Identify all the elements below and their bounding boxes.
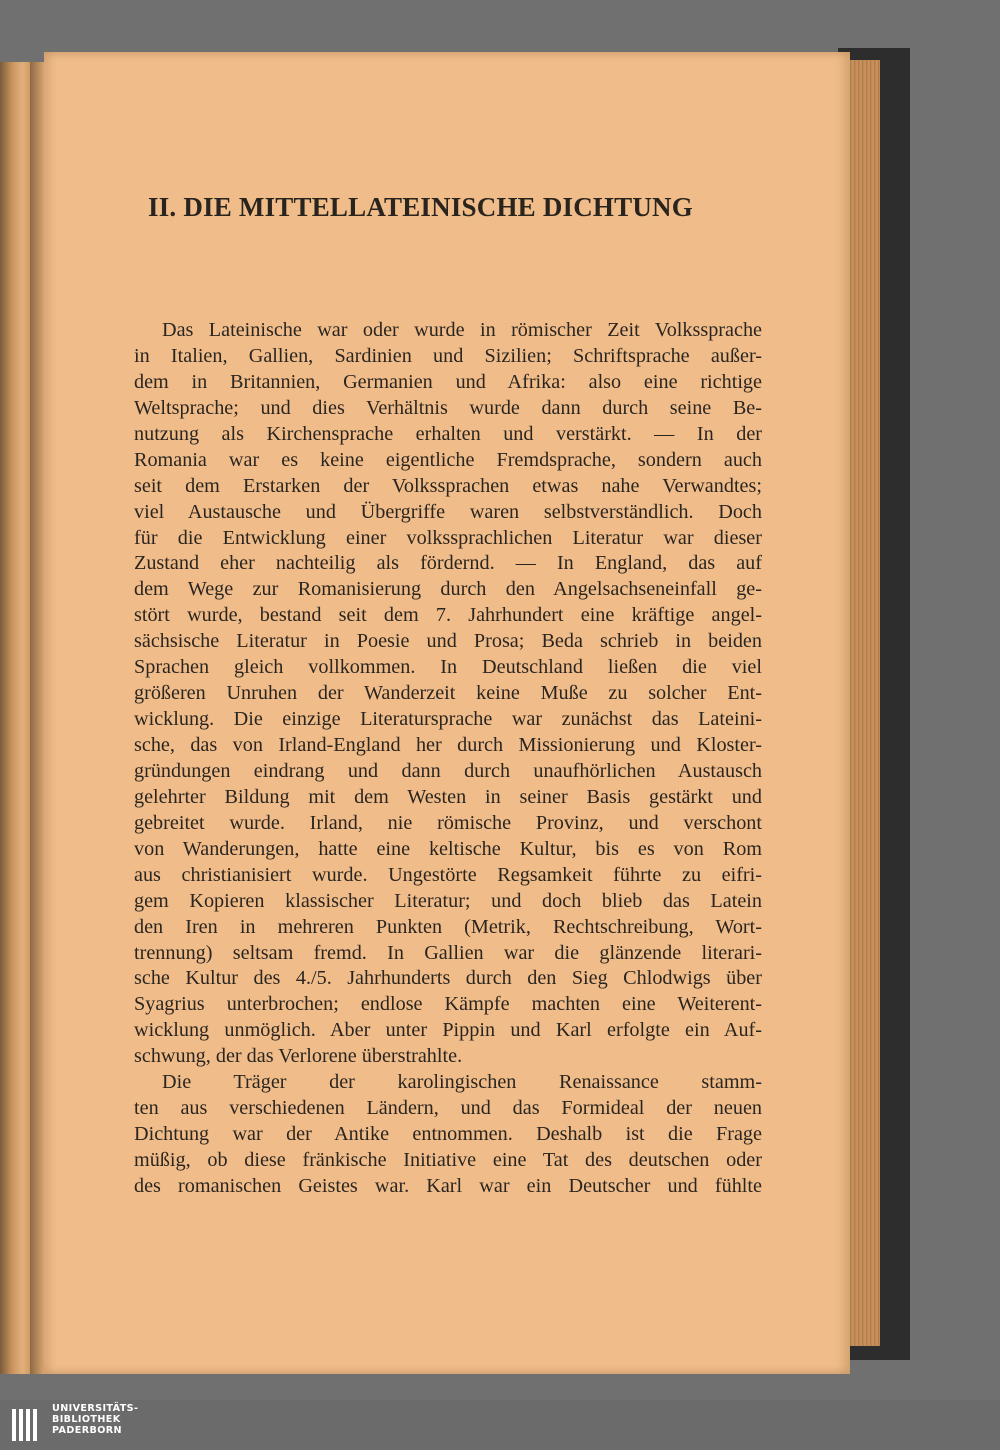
text-line: Syagrius unterbrochen; endlose Kämpfe machten eine Weiterent- — [134, 993, 762, 1016]
text-line: gelehrter Bildung mit dem Westen in seiner Basis gestärkt und — [134, 785, 762, 808]
text-line: dem Wege zur Romanisierung durch den Angelsachseneinfall ge- — [134, 578, 762, 601]
text-line: größeren Unruhen der Wanderzeit keine Muße zu solcher Ent- — [134, 682, 762, 705]
text-line: dem in Britannien, Germanien und Afrika: also eine richtige — [134, 370, 762, 393]
text-line: gem Kopieren klassischer Literatur; und doch blieb das Latein — [134, 889, 762, 912]
text-line: sche, das von Irland-England her durch Missionierung und Kloster- — [134, 734, 762, 756]
text-line: viel Austausche und Übergriffe waren selbstverständlich. Doch — [134, 500, 762, 523]
body-text — [134, 318, 762, 1200]
text-line: von Wanderungen, hatte eine keltische Kultur, bis es von Rom — [134, 837, 762, 860]
chapter-title: II. DIE MITTELLATEINISCHE DICHTUNG — [148, 192, 693, 222]
text-line: Das Lateinische war oder wurde in römischer Zeit Volkssprache — [162, 319, 762, 341]
text-line: nutzung als Kirchensprache erhalten und verstärkt. — In der — [134, 422, 762, 445]
text-line: Die Träger der karolingischen Renaissance stamm- — [162, 1071, 762, 1094]
library-logo-line: BIBLIOTHEK — [52, 1414, 121, 1425]
text-line: Romania war es keine eigentliche Fremdsprache, sondern auch — [134, 448, 762, 471]
footer-bar — [0, 1400, 1000, 1450]
library-logo-line: UNIVERSITÄTS- — [52, 1403, 139, 1414]
library-logo-line: PADERBORN — [52, 1425, 122, 1436]
text-line: trennung) seltsam fremd. In Gallien war die glänzende literari- — [134, 941, 762, 964]
text-line: in Italien, Gallien, Sardinien und Sizilien; Schriftsprache außer- — [134, 344, 762, 367]
text-line: gründungen eindrang und dann durch unaufhörlichen Austausch — [134, 759, 762, 782]
text-line: wicklung. Die einzige Literatursprache war zunächst das Lateini- — [134, 708, 762, 731]
text-line: gebreitet wurde. Irland, nie römische Provinz, und verschont — [134, 811, 762, 834]
text-line: Dichtung war der Antike entnommen. Deshalb ist die Frage — [134, 1123, 762, 1146]
text-line: ten aus verschiedenen Ländern, und das Formideal der neuen — [134, 1097, 762, 1120]
text-line: aus christianisiert wurde. Ungestörte Regsamkeit führte zu eifri- — [134, 863, 762, 886]
text-line: schwung, der das Verlorene überstrahlte. — [134, 1045, 463, 1068]
text-line: seit dem Erstarken der Volkssprachen etwas nahe Verwandtes; — [134, 474, 762, 497]
text-line: den Iren in mehreren Punkten (Metrik, Rechtschreibung, Wort- — [134, 915, 762, 938]
text-line: des romanischen Geistes war. Karl war ein Deutscher und fühlte — [134, 1174, 762, 1197]
text-line: für die Entwicklung einer volkssprachlichen Literatur war dieser — [134, 526, 762, 549]
library-logo-text — [52, 1403, 138, 1436]
text-line: stört wurde, bestand seit dem 7. Jahrhundert eine kräftige angel- — [134, 604, 762, 627]
text-line: wicklung unmöglich. Aber unter Pippin und Karl erfolgte ein Auf- — [134, 1019, 762, 1042]
text-line: sche Kultur des 4./5. Jahrhunderts durch den Sieg Chlodwigs über — [134, 967, 762, 990]
text-line: Weltsprache; und dies Verhältnis wurde dann durch seine Be- — [134, 396, 762, 419]
left-page-edge — [0, 62, 30, 1374]
text-line: Sprachen gleich vollkommen. In Deutschland ließen die viel — [134, 656, 762, 679]
library-logo-icon — [10, 1405, 42, 1445]
text-line: Zustand eher nachteilig als fördernd. — In England, das auf — [134, 552, 762, 575]
text-line: sächsische Literatur in Poesie und Prosa; Beda schrieb in beiden — [134, 630, 762, 653]
text-line: müßig, ob diese fränkische Initiative eine Tat des deutschen oder — [134, 1149, 762, 1171]
book-gutter — [30, 62, 44, 1374]
